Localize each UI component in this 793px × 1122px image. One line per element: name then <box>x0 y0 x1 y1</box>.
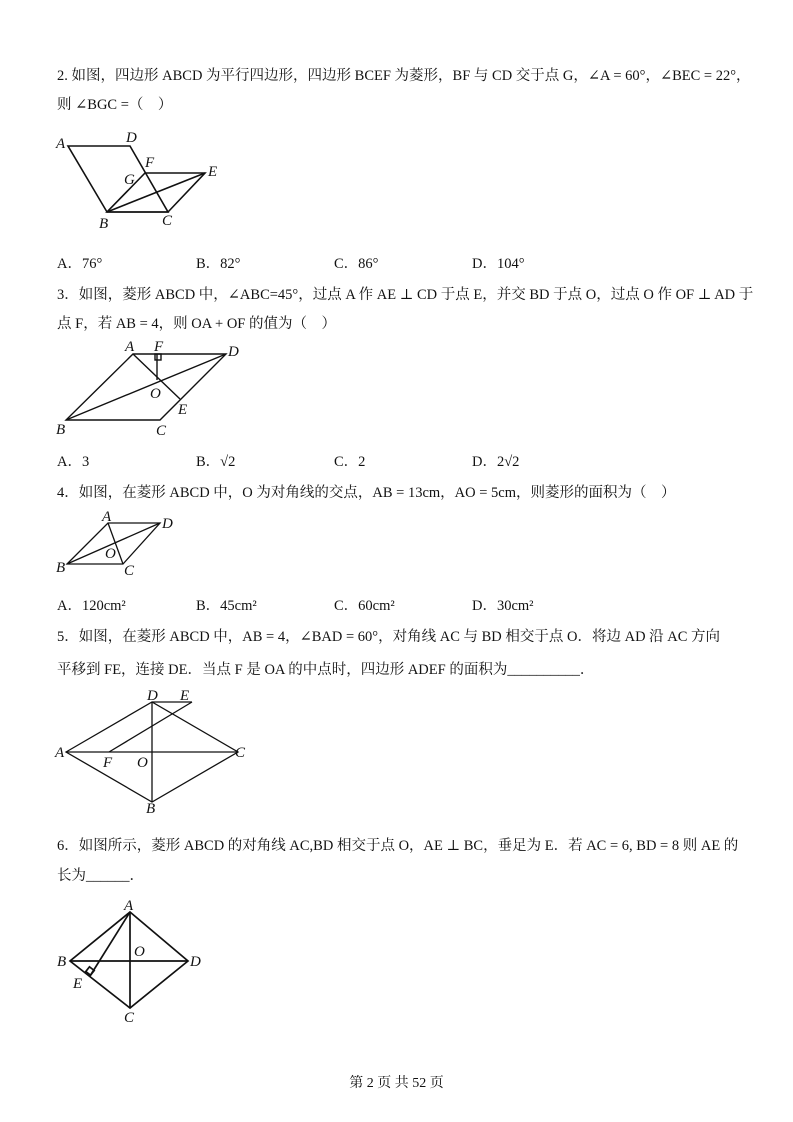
q2-figure <box>68 146 205 212</box>
q3-label-a: A <box>125 339 135 355</box>
q6-figure <box>70 912 188 1008</box>
q3-label-b: B <box>56 422 66 438</box>
q2-label-c: C <box>162 213 173 229</box>
q6-text-line2: 长为______． <box>57 868 144 884</box>
q2-label-f: F <box>145 155 155 171</box>
q2-line-be <box>107 173 205 212</box>
q6-label-b: B <box>57 954 67 970</box>
q2-label-e: E <box>208 164 218 180</box>
q5-label-c: C <box>235 745 246 761</box>
q6-label-a: A <box>124 898 134 914</box>
q5-label-b: B <box>146 801 156 817</box>
q3-label-f: F <box>154 339 164 355</box>
q6-label-o: O <box>134 944 145 960</box>
q4-option-a: A．120cm² <box>57 598 126 614</box>
q2-option-d: D．104° <box>472 256 525 272</box>
q5-figure <box>66 702 238 802</box>
q3-label-e: E <box>178 402 188 418</box>
q3-label-o: O <box>150 386 161 402</box>
q4-option-c: C．60cm² <box>334 598 395 614</box>
q5-label-a: A <box>55 745 65 761</box>
q3-option-c: C．2 <box>334 454 366 470</box>
q4-label-c: C <box>124 563 135 579</box>
q6-label-c: C <box>124 1010 135 1026</box>
q2-text-line1: 2. 如图，四边形 ABCD 为平行四边形，四边形 BCEF 为菱形，BF 与 CD 交于点 G，∠A = 60°，∠BEC = 22°， <box>57 68 751 84</box>
q4-text-line1: 4．如图，在菱形 ABCD 中，O 为对角线的交点，AB = 13cm，AO = 5cm，则菱形的面积为（ ） <box>57 485 676 501</box>
q4-label-a: A <box>102 509 112 525</box>
q5-label-o: O <box>137 755 148 771</box>
q2-label-a: A <box>56 136 66 152</box>
q6-text-line1: 6．如图所示，菱形 ABCD 的对角线 AC,BD 相交于点 O，AE ⊥ BC，垂足为 E．若 AC = 6, BD = 8 则 AE 的 <box>57 838 739 854</box>
q4-option-d: D．30cm² <box>472 598 534 614</box>
q2-label-g: G <box>124 172 135 188</box>
q2-label-d: D <box>126 130 137 146</box>
q6-label-d: D <box>190 954 201 970</box>
q2-option-a: A．76° <box>57 256 103 272</box>
q2-label-b: B <box>99 216 109 232</box>
q3-text-line2: 点 F，若 AB = 4，则 OA + OF 的值为（ ） <box>57 316 336 332</box>
q6-label-e: E <box>73 976 83 992</box>
q3-label-c: C <box>156 423 167 439</box>
q2-option-b: B．82° <box>196 256 241 272</box>
q4-label-d: D <box>162 516 173 532</box>
q5-label-e: E <box>180 688 190 704</box>
q3-option-b: B．√2 <box>196 454 236 470</box>
q3-option-a: A．3 <box>57 454 90 470</box>
q4-option-b: B．45cm² <box>196 598 257 614</box>
q3-label-d: D <box>228 344 239 360</box>
q5-text-line2: 平移到 FE，连接 DE．当点 F 是 OA 的中点时，四边形 ADEF 的面积为__________． <box>57 662 595 678</box>
q5-label-d: D <box>147 688 158 704</box>
q3-figure <box>66 354 226 420</box>
q4-label-b: B <box>56 560 66 576</box>
q5-label-f: F <box>103 755 113 771</box>
page-footer: 第 2 页 共 52 页 <box>349 1076 444 1091</box>
q4-label-o: O <box>105 546 116 562</box>
q3-text-line1: 3．如图，菱形 ABCD 中，∠ABC=45°，过点 A 作 AE ⊥ CD 于点 E，并交 BD 于点 O，过点 O 作 OF ⊥ AD 于 <box>57 287 754 303</box>
q2-text-line2: 则 ∠BGC =（ ） <box>57 97 173 113</box>
q2-option-c: C．86° <box>334 256 379 272</box>
q5-text-line1: 5．如图，在菱形 ABCD 中，AB = 4，∠BAD = 60°，对角线 AC 与 BD 相交于点 O．将边 AD 沿 AC 方向 <box>57 629 721 645</box>
q3-option-d: D．2√2 <box>472 454 520 470</box>
